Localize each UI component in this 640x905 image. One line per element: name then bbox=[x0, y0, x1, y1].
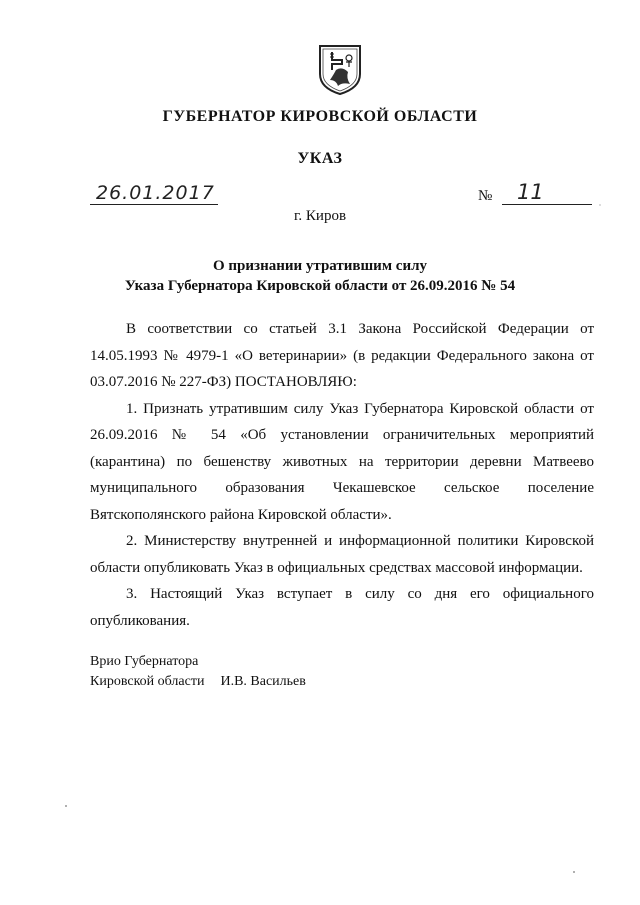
title-line-1: О признании утратившим силу bbox=[213, 258, 427, 274]
handwritten-date: 26.01.2017 bbox=[96, 182, 215, 204]
document-title bbox=[0, 256, 640, 296]
paragraph-item-1: 1. Признать утратившим силу Указ Губернатора Кировской области от 26.09.2016 № 54 «Об установлении ограничительных мероприятий (карантина) по бешенству животных на территории деревни Матвеево муниципального образования Чекашевское сельское поселение Вятскополянского района Кировской области». bbox=[90, 400, 594, 523]
place-of-issue: г. Киров bbox=[293, 208, 347, 224]
number-underline bbox=[502, 204, 592, 205]
paragraph-item-3: 3. Настоящий Указ вступает в силу со дня его официального опубликования. bbox=[90, 586, 594, 629]
signature-block bbox=[90, 652, 306, 692]
signatory-position-line-1: Врио Губернатора bbox=[90, 654, 199, 669]
document-type: УКАЗ bbox=[297, 150, 343, 167]
signatory-name: И.В. Васильев bbox=[220, 674, 306, 689]
date-underline bbox=[90, 204, 218, 205]
coat-of-arms-icon bbox=[316, 40, 364, 96]
signatory-position-line-2-row bbox=[90, 672, 306, 692]
paragraph-preamble: В соответствии со статьей 3.1 Закона Российской Федерации от 14.05.1993 № 4979-1 «О ветеринарии» (в редакции Федерального закона от 03.07.2016 № 227-ФЗ) ПОСТАНОВЛЯЮ: bbox=[90, 321, 594, 390]
paragraph-item-2: 2. Министерству внутренней и информационной политики Кировской области опубликовать Указ в официальных средствах массовой информации. bbox=[90, 533, 594, 576]
title-line-2: Указа Губернатора Кировской области от 26.09.2016 № 54 bbox=[124, 278, 516, 294]
issuing-authority: ГУБЕРНАТОР КИРОВСКОЙ ОБЛАСТИ bbox=[162, 108, 478, 125]
signatory-position-line-2: Кировской области bbox=[90, 674, 205, 689]
number-label: № bbox=[478, 188, 493, 204]
decree-body bbox=[90, 316, 594, 634]
handwritten-number: 11 bbox=[517, 180, 544, 204]
